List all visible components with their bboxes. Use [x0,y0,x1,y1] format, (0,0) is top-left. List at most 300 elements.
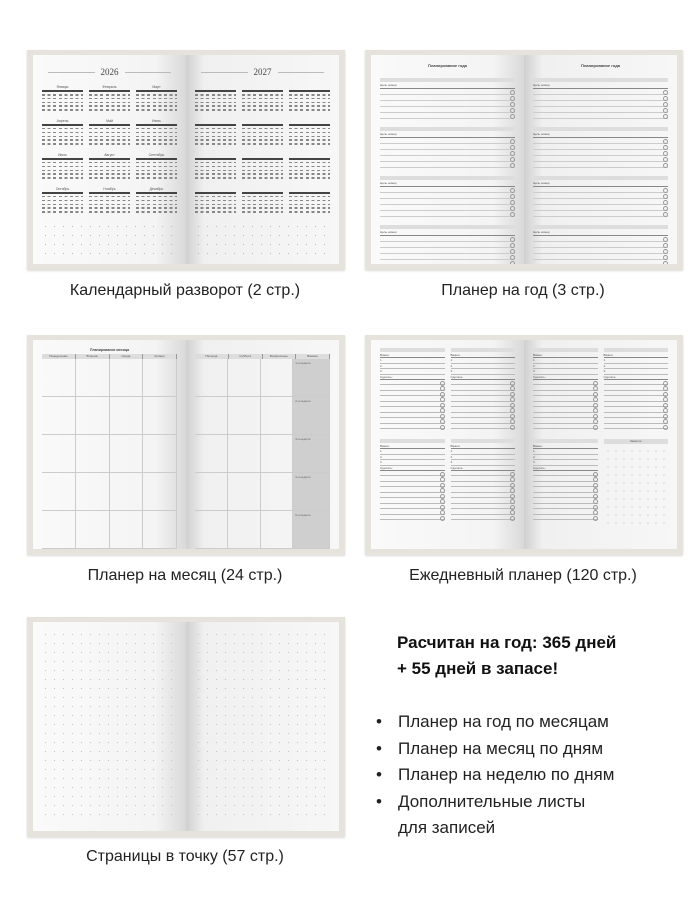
important-label: Важно: [380,444,445,449]
weekday-header [136,90,177,92]
day-row [89,177,130,179]
day-cell [76,473,110,510]
day-row [289,162,330,164]
day-row [289,102,330,104]
day-header: Суббота [229,354,263,359]
day-row [195,136,236,138]
day-row [242,196,283,198]
day-row [242,162,283,164]
feature-item: • Планер на неделю по дням [376,765,615,784]
day-cell [42,511,76,548]
day-cell [228,359,261,396]
day-row [289,132,330,134]
weekday-header [89,90,130,92]
day-row [195,102,236,104]
day-row [42,139,83,141]
day-row [195,196,236,198]
day-row [242,143,283,145]
day-row [195,211,236,213]
day-row [242,200,283,202]
goal-label: Цель номер [533,180,668,187]
month-name: Март [152,85,161,89]
day-row [136,94,177,96]
day-row [136,105,177,107]
dot-page-right [186,622,339,831]
important-line: 2. [533,364,598,370]
day-row [136,143,177,145]
day-row [195,207,236,209]
year-planner-title: Планирование года [580,63,620,68]
promo-headline [397,630,616,682]
day-row [89,105,130,107]
important-line: 3. [533,460,598,466]
day-cell [195,359,228,396]
day-row [89,173,130,175]
day-row [195,128,236,130]
day-row [136,211,177,213]
day-row [242,109,283,111]
day-row [289,136,330,138]
week-row [42,473,177,511]
calendar-month [136,187,177,215]
important-label: Важно: [451,444,516,449]
calendar-month [195,187,236,215]
day-cell [228,473,261,510]
important-line: 2. [451,364,516,370]
day-row [42,128,83,130]
calendar-month [195,153,236,181]
important-line: 3. [380,460,445,466]
day-cell [261,473,294,510]
day-row [289,200,330,202]
day-cell [143,359,177,396]
day-row [89,162,130,164]
day-row [195,173,236,175]
important-line: 2. [604,364,669,370]
weekday-header [195,192,236,194]
todo-label: Сделать: [451,375,516,380]
day-row [195,162,236,164]
day-row [242,98,283,100]
day-row [195,166,236,168]
calendar-month [42,119,83,147]
date-bar [451,439,516,443]
day-row [42,162,83,164]
day-row [242,94,283,96]
month-name: Февраль [102,85,117,89]
feature-item: • Дополнительные листы [376,791,586,811]
month-name: Ноябрь [103,186,116,191]
calendar-month [195,119,236,147]
day-row [136,196,177,198]
day-row [42,109,83,111]
day-cell [42,397,76,434]
day-row [136,204,177,206]
day-row [42,170,83,172]
month-name: Июнь [152,118,161,123]
day-row [42,136,83,138]
day-row [289,98,330,100]
day-row [42,177,83,179]
day-row [42,173,83,175]
goal-block [533,127,668,168]
day-row [89,170,130,172]
day-row [242,170,283,172]
weekday-header [289,124,330,126]
date-bar [380,348,445,352]
calendar-month [289,85,330,113]
caption-daily-planner: Ежедневный планер (120 стр.) [409,567,637,584]
dot-grid [604,447,669,527]
day-row [89,200,130,202]
day-row [195,132,236,134]
weekday-header [42,124,83,126]
dot-pages-spread [27,617,345,837]
important-line: 3. [451,369,516,375]
weekday-header [89,192,130,194]
day-row [195,170,236,172]
important-line: 1. [451,358,516,364]
weekday-header [89,158,130,160]
day-cell [228,435,261,472]
goal-label: Цель номер [380,131,515,138]
week-row [42,397,177,435]
calendar-month [242,187,283,215]
goal-line [533,260,668,264]
day-row [242,173,283,175]
dot-page-left [33,622,186,831]
day-row [42,94,83,96]
year-planner-page [371,55,524,264]
weekday-header [195,124,236,126]
day-row [89,136,130,138]
day-row [42,132,83,134]
feature-item: для записей [398,818,496,837]
dot-grid [194,222,331,256]
important-line: 3. [533,369,598,375]
day-row [42,102,83,104]
todo-line [533,515,598,521]
weekday-header [242,158,283,160]
calendar-month [289,153,330,181]
day-cell [76,397,110,434]
month-name: Май [106,118,113,123]
day-cell [76,435,110,472]
daily-planner-page-left [371,340,524,549]
day-header: Пятница [195,354,229,359]
calendar-month [136,85,177,113]
day-cell: 3-я неделя [293,435,330,472]
day-block [451,439,516,520]
day-row [195,204,236,206]
day-cell: 5-я неделя [293,511,330,548]
calendar-month [89,187,130,215]
goal-label: Цель номер [380,180,515,187]
weekday-header [195,158,236,160]
day-row [289,139,330,141]
weekday-header [136,124,177,126]
day-row [195,98,236,100]
weekday-header [242,124,283,126]
day-row [136,132,177,134]
day-row [289,166,330,168]
calendar-month [289,119,330,147]
day-row [242,128,283,130]
day-block [533,439,598,527]
todo-line [604,424,669,430]
day-row [136,162,177,164]
day-cell [42,435,76,472]
day-row [195,94,236,96]
important-label: Важно: [380,353,445,358]
important-line: 1. [380,449,445,455]
day-row [42,204,83,206]
caption-year-planner: Планер на год (3 стр.) [441,282,605,299]
day-header: Четверг [143,354,177,359]
day-block [604,348,669,429]
calendar-month [89,119,130,147]
goal-block [380,176,515,217]
todo-label: Сделать: [380,466,445,471]
important-line: 2. [451,455,516,461]
date-bar [533,348,598,352]
month-planner-page-right [186,340,339,549]
calendar-month [89,153,130,181]
goal-label: Цель номер [380,82,515,89]
week-row [42,435,177,473]
day-header: Вторник [76,354,110,359]
day-row [89,204,130,206]
feature-item: • Планер на год по месяцам [376,712,609,731]
promo-line-2: + 55 дней в запасе! [397,659,559,678]
todo-line [533,424,598,430]
day-block [380,348,445,429]
day-row [42,98,83,100]
goal-label: Цель номер [533,131,668,138]
weekday-header [289,192,330,194]
goal-block [380,127,515,168]
caption-dot-pages: Страницы в точку (57 стр.) [86,848,284,865]
day-header: Воскресенье [263,354,297,359]
day-row [289,207,330,209]
day-row [242,136,283,138]
day-cell [261,397,294,434]
day-row [136,102,177,104]
year-2027: 2027 [253,67,272,77]
notes-header: Заметки [604,439,669,444]
goal-line [380,260,515,264]
day-cell [110,511,144,548]
todo-line [380,424,445,430]
calendar-month [42,153,83,181]
day-row [289,177,330,179]
day-row [242,102,283,104]
calendar-page-2026 [33,55,186,264]
day-row [242,105,283,107]
day-row [195,109,236,111]
year-planner-title: Планирование года [427,63,467,68]
calendar-month [242,153,283,181]
day-row [242,207,283,209]
day-cell [195,435,228,472]
feature-list [376,709,614,842]
week-row [195,435,330,473]
day-row [289,143,330,145]
day-row [89,139,130,141]
calendar-month [242,119,283,147]
day-row [136,136,177,138]
todo-line [451,424,516,430]
caption-calendar: Календарный разворот (2 стр.) [69,282,301,299]
day-cell [110,397,144,434]
day-block [380,439,445,520]
date-bar [604,348,669,352]
day-row [136,173,177,175]
goal-label: Цель номер [533,229,668,236]
month-name: Апрель [56,118,69,123]
goal-line [380,162,515,168]
todo-line [380,515,445,521]
day-row [89,128,130,130]
weekday-header [289,90,330,92]
calendar-spread [27,50,345,270]
month-planner-page-left [33,340,186,549]
day-cell: 1-я неделя [293,359,330,396]
weekday-header [136,192,177,194]
goal-line [380,113,515,119]
day-row [242,177,283,179]
day-row [195,139,236,141]
date-bar [451,348,516,352]
calendar-month [136,153,177,181]
day-cell [261,511,294,548]
day-row [289,109,330,111]
todo-label: Сделать: [451,466,516,471]
day-row [89,109,130,111]
day-row [42,196,83,198]
day-row [89,211,130,213]
day-row [195,200,236,202]
day-row [89,196,130,198]
day-row [89,132,130,134]
day-row [289,105,330,107]
week-row [195,397,330,435]
month-name: Октябрь [55,186,70,191]
day-row [289,196,330,198]
day-cell [261,359,294,396]
weekday-header [289,158,330,160]
day-row [136,98,177,100]
day-row [289,94,330,96]
week-row [195,359,330,397]
day-header: Среда [110,354,144,359]
day-row [136,166,177,168]
day-row [89,143,130,145]
weekday-header [242,192,283,194]
important-line: 2. [380,364,445,370]
day-cell [195,511,228,548]
calendar-page-2027 [186,55,339,264]
week-row [195,473,330,511]
promo-line-1: Расчитан на год: 365 дней [397,633,617,652]
goal-block [533,225,668,264]
day-cell [42,473,76,510]
weekday-header [242,90,283,92]
day-cell [143,435,177,472]
important-line: 1. [604,358,669,364]
day-row [136,128,177,130]
day-row [195,177,236,179]
calendar-month [89,85,130,113]
important-line: 3. [604,369,669,375]
day-row [42,166,83,168]
day-row [136,139,177,141]
goal-line [533,113,668,119]
day-row [89,207,130,209]
day-row [195,143,236,145]
weekday-header [42,158,83,160]
month-name: Август [104,152,115,157]
week-row [42,511,177,549]
month-planner-spread [27,335,345,555]
year-planner-spread [365,50,683,270]
todo-label: Сделать: [604,375,669,380]
day-row [89,94,130,96]
year-planner-page [524,55,677,264]
day-cell [143,397,177,434]
dot-grid [41,222,178,256]
day-row [289,128,330,130]
goal-line [533,211,668,217]
goal-block [533,176,668,217]
day-row [242,139,283,141]
year-2026: 2026 [100,67,119,77]
todo-line [451,515,516,521]
goal-block [380,78,515,119]
month-name: Декабрь [149,186,164,191]
week-row [195,511,330,549]
day-row [136,207,177,209]
date-bar [533,439,598,443]
day-row [89,98,130,100]
day-row [242,166,283,168]
feature-item: • Планер на месяц по дням [376,738,604,758]
week-row [42,359,177,397]
important-label: Важно: [604,353,669,358]
day-cell [228,397,261,434]
caption-month-planner: Планер на месяц (24 стр.) [87,567,283,584]
weekday-header [136,158,177,160]
day-cell [143,473,177,510]
calendar-month [289,187,330,215]
day-cell [110,435,144,472]
day-header: Понедельник [42,354,76,359]
weekday-header [89,124,130,126]
day-cell [228,511,261,548]
goal-block [380,225,515,264]
day-row [289,204,330,206]
important-line: 1. [533,449,598,455]
day-row [289,211,330,213]
important-line: 3. [380,369,445,375]
day-row [42,207,83,209]
day-row [136,170,177,172]
goal-line [533,162,668,168]
calendar-month [195,85,236,113]
day-cell: 2-я неделя [293,397,330,434]
day-row [136,200,177,202]
important-line: 3. [451,460,516,466]
